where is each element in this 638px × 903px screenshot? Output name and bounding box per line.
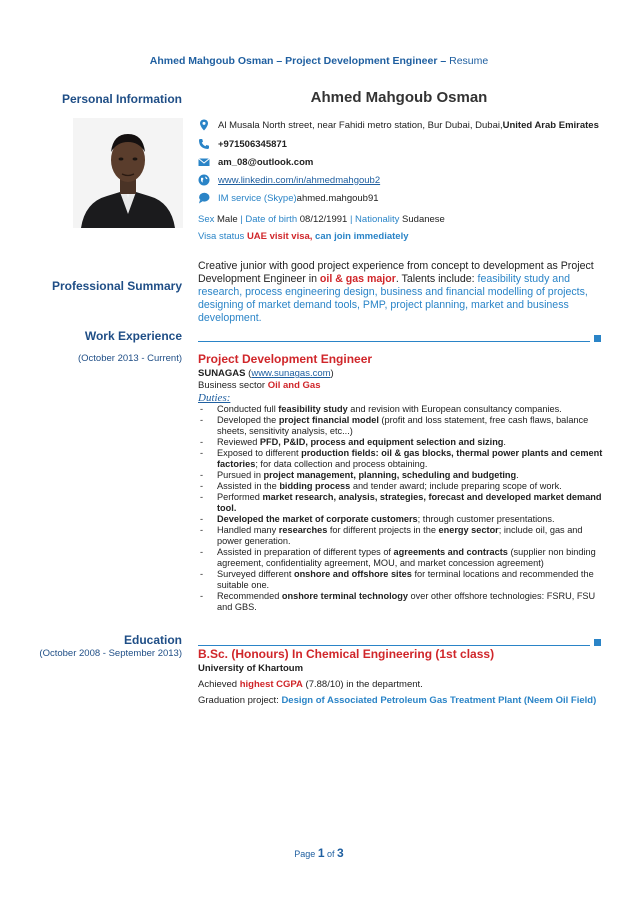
im-label: IM service (Skype): [218, 192, 297, 204]
duty-item: - Surveyed different onshore and offshore sites for terminal locations and recommended the suitable one.: [198, 569, 603, 591]
sector-label: Business sector: [198, 380, 268, 391]
sex-value: Male: [214, 214, 241, 225]
graduation-project: [198, 695, 596, 706]
visa-note: can join immediately: [312, 231, 409, 242]
address-text: Al Musala North street, near Fahidi metro station, Bur Dubai, Dubai,: [218, 119, 503, 131]
profile-name: Ahmed Mahgoub Osman: [310, 89, 488, 106]
dob-value: 08/12/1991: [297, 214, 350, 225]
job-title: Project Development Engineer: [198, 352, 373, 366]
gpa-text-1: Achieved: [198, 679, 240, 690]
duty-item: - Conducted full feasibility study and revision with European consultancy companies.: [198, 404, 603, 415]
section-label-personal: Personal Information: [61, 92, 182, 106]
company-line: [198, 368, 334, 379]
gpa-text-2: (7.88/10) in the department.: [302, 679, 423, 690]
duty-item: - Developed the market of corporate customers; through customer presentations.: [198, 514, 603, 525]
address-country: United Arab Emirates: [502, 119, 599, 131]
summary-talents: feasibility study and research, process engineering design, business and financial modelling of projects, designing of market demand tools, PMP, project planning, market and business development.: [198, 273, 588, 324]
university-name: University of Khartoum: [198, 663, 304, 674]
duty-item: - Reviewed PFD, P&ID, process and equipment selection and sizing.: [198, 437, 603, 448]
project-label: Graduation project:: [198, 695, 282, 706]
duties-label: Duties:: [198, 392, 231, 404]
dob-label: | Date of birth: [240, 214, 298, 225]
duty-item: - Recommended onshore terminal technology over other offshore technologies: FSRU, FSU and GBS.: [198, 591, 603, 613]
duty-item: - Assisted in preparation of different types of agreements and contracts (supplier non binding agreement, confidentiality agreement, MOU, and market concession agreement): [198, 547, 603, 569]
page-total: 3: [337, 846, 344, 860]
page-label: Page: [294, 849, 318, 859]
visa-label: Visa status: [198, 231, 247, 242]
project-title: Design of Associated Petroleum Gas Treatment Plant (Neem Oil Field): [281, 695, 597, 706]
section-label-education: Education: [123, 633, 182, 647]
duty-item: - Exposed to different production fields: oil & gas blocks, thermal power plants and cement factories; for data collection and process obtaining.: [198, 448, 603, 470]
section-label-work: Work Experience: [84, 329, 182, 343]
personal-details: [198, 214, 445, 225]
chat-bubble-icon: [198, 192, 210, 204]
page-of-label: of: [324, 849, 338, 859]
summary-text-2: . Talents include:: [395, 273, 478, 285]
contact-email: [198, 156, 313, 168]
page-number: 1: [317, 846, 325, 860]
education-dates: (October 2008 - September 2013): [39, 648, 182, 659]
location-pin-icon: [198, 119, 210, 131]
contact-im: [198, 192, 379, 204]
summary-text-1: Creative junior with good project experience from concept to development as Project Development Engineer in: [198, 260, 594, 285]
contact-address: [198, 119, 599, 131]
work-divider-square: [594, 335, 601, 342]
duty-item: - Developed the project financial model (profit and loss statement, free cash flaws, balance sheets, sensitivity analysis, etc...): [198, 415, 603, 437]
work-divider: [198, 341, 590, 342]
profile-photo: [73, 118, 183, 228]
section-label-summary: Professional Summary: [51, 279, 182, 293]
document-header: [0, 55, 638, 67]
email-address[interactable]: am_08@outlook.com: [218, 156, 314, 168]
duty-item: - Handled many researches for different projects in the energy sector; include oil, gas and power generation.: [198, 525, 603, 547]
work-dates: (October 2013 - Current): [77, 353, 182, 364]
sex-label: Sex: [198, 214, 215, 225]
phone-icon: [198, 138, 210, 150]
header-name-title: Ahmed Mahgoub Osman – Project Development Engineer –: [149, 55, 447, 67]
nationality-label: | Nationality: [349, 214, 400, 225]
header-suffix: Resume: [446, 55, 489, 67]
business-sector: [198, 380, 321, 391]
page-footer: [0, 846, 638, 860]
globe-icon: [198, 174, 210, 186]
company-website-link[interactable]: www.sunagas.com: [251, 368, 331, 379]
duty-item: - Performed market research, analysis, strategies, forecast and developed market demand tool.: [198, 492, 603, 514]
gpa-line: [198, 679, 423, 690]
gpa-highlight: highest CGPA: [239, 679, 303, 690]
visa-value: UAE visit visa,: [246, 231, 313, 242]
company-paren-open: (: [245, 368, 252, 379]
company-name: SUNAGAS: [198, 368, 246, 379]
contact-website: [198, 174, 380, 186]
contact-phone: [198, 138, 287, 150]
education-divider: [198, 645, 590, 646]
sector-value: Oil and Gas: [267, 380, 321, 391]
duties-list: [198, 404, 603, 613]
education-divider-square: [594, 639, 601, 646]
company-paren-close: ): [330, 368, 334, 379]
envelope-icon: [198, 156, 210, 168]
phone-number: +971506345871: [218, 138, 287, 150]
linkedin-link[interactable]: www.linkedin.com/in/ahmedmahgoub2: [218, 174, 381, 186]
visa-details: [198, 231, 409, 242]
degree-title: B.Sc. (Honours) In Chemical Engineering (1st class): [198, 647, 495, 661]
duty-item: - Assisted in the bidding process and tender award; include preparing scope of work.: [198, 481, 603, 492]
professional-summary: [198, 260, 602, 325]
summary-highlight: oil & gas major: [319, 273, 396, 285]
im-value: ahmed.mahgoub91: [296, 192, 379, 204]
nationality-value: Sudanese: [399, 214, 445, 225]
duty-item: - Pursued in project management, planning, scheduling and budgeting.: [198, 470, 603, 481]
